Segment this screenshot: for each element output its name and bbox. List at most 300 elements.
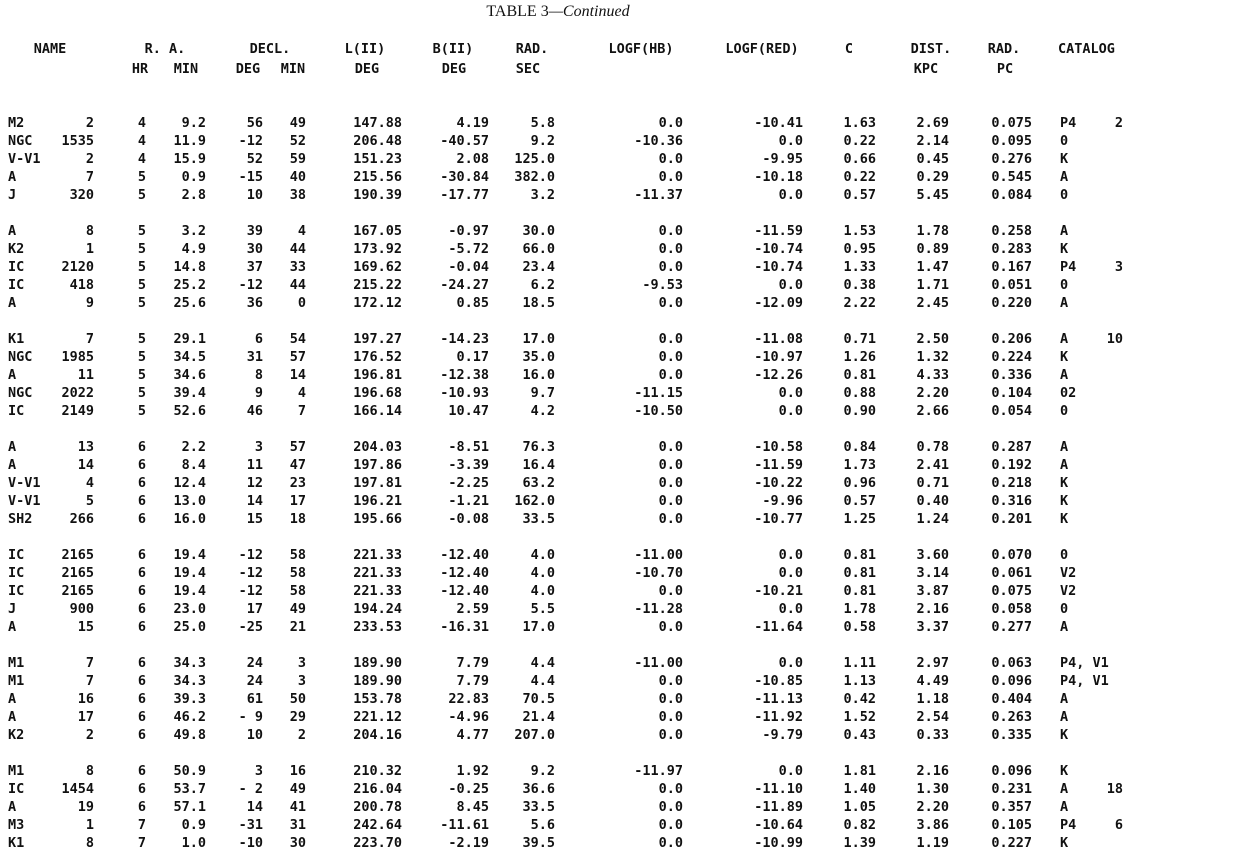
logf-hb: 0.0 xyxy=(658,295,683,311)
decl-min: 21 xyxy=(289,619,306,635)
decl-deg: -12 xyxy=(238,583,263,599)
rad-sec: 382.0 xyxy=(514,169,555,185)
decl-deg: 11 xyxy=(246,457,263,473)
logf-hb: -11.28 xyxy=(634,601,683,617)
logf-hb: -10.70 xyxy=(634,565,683,581)
l-ii: 204.03 xyxy=(353,439,402,455)
catalog: 02 xyxy=(1060,385,1077,401)
c-value: 1.39 xyxy=(843,835,876,851)
header-label: C xyxy=(844,41,854,57)
logf-hb: 0.0 xyxy=(658,367,683,383)
logf-red: 0.0 xyxy=(778,763,803,779)
ra-min: 16.0 xyxy=(173,511,206,527)
rad-sec: 17.0 xyxy=(522,619,555,635)
rad-sec: 33.5 xyxy=(522,511,555,527)
b-ii: -1.21 xyxy=(448,493,489,509)
logf-hb: 0.0 xyxy=(658,241,683,257)
logf-red: 0.0 xyxy=(778,385,803,401)
name-number: 2165 xyxy=(61,565,94,581)
name-prefix: M1 xyxy=(8,763,25,779)
catalog: K xyxy=(1060,763,1069,779)
decl-deg: 31 xyxy=(246,349,263,365)
b-ii: 2.08 xyxy=(456,151,489,167)
c-value: 0.88 xyxy=(843,385,876,401)
b-ii: 7.79 xyxy=(456,673,489,689)
logf-hb: 0.0 xyxy=(658,169,683,185)
ra-min: 0.9 xyxy=(181,817,206,833)
ra-hr: 6 xyxy=(137,493,146,509)
dist-kpc: 2.97 xyxy=(916,655,949,671)
name-number: 1985 xyxy=(61,349,94,365)
catalog: P4, V1 xyxy=(1060,673,1109,689)
c-value: 0.82 xyxy=(843,817,876,833)
dist-kpc: 1.71 xyxy=(916,277,949,293)
name-prefix: IC xyxy=(8,403,25,419)
b-ii: 0.17 xyxy=(456,349,489,365)
dist-kpc: 2.14 xyxy=(916,133,949,149)
dist-kpc: 1.47 xyxy=(916,259,949,275)
decl-deg: 10 xyxy=(246,187,263,203)
catalog: 0 xyxy=(1060,277,1069,293)
b-ii: 10.47 xyxy=(448,403,489,419)
logf-red: -9.96 xyxy=(762,493,803,509)
table-caption-continued: —Continued xyxy=(548,3,630,20)
decl-deg: 14 xyxy=(246,493,263,509)
logf-hb: 0.0 xyxy=(658,673,683,689)
logf-hb: 0.0 xyxy=(658,511,683,527)
decl-deg: 39 xyxy=(246,223,263,239)
rad-sec: 16.0 xyxy=(522,367,555,383)
name-prefix: A xyxy=(8,169,17,185)
logf-red: -10.74 xyxy=(754,241,803,257)
ra-hr: 6 xyxy=(137,799,146,815)
logf-red: 0.0 xyxy=(778,133,803,149)
header-sublabel: SEC xyxy=(515,61,541,77)
decl-min: 58 xyxy=(289,565,306,581)
decl-min: 23 xyxy=(289,475,306,491)
name-prefix: J xyxy=(8,601,17,617)
name-number: 8 xyxy=(85,763,94,779)
ra-hr: 6 xyxy=(137,619,146,635)
b-ii: -0.08 xyxy=(448,511,489,527)
logf-hb: 0.0 xyxy=(658,151,683,167)
ra-min: 19.4 xyxy=(173,583,206,599)
ra-hr: 5 xyxy=(137,241,146,257)
c-value: 1.73 xyxy=(843,457,876,473)
name-prefix: IC xyxy=(8,547,25,563)
name-number: 1 xyxy=(85,241,94,257)
name-prefix: A xyxy=(8,295,17,311)
b-ii: -30.84 xyxy=(440,169,489,185)
catalog: A xyxy=(1060,691,1069,707)
decl-min: 44 xyxy=(289,241,306,257)
ra-min: 9.2 xyxy=(181,115,206,131)
c-value: 0.42 xyxy=(843,691,876,707)
name-prefix: K1 xyxy=(8,835,25,851)
header-label: L(II) xyxy=(344,41,386,57)
b-ii: -14.23 xyxy=(440,331,489,347)
rad-sec: 18.5 xyxy=(522,295,555,311)
b-ii: -0.25 xyxy=(448,781,489,797)
name-number: 2120 xyxy=(61,259,94,275)
l-ii: 242.64 xyxy=(353,817,402,833)
l-ii: 206.48 xyxy=(353,133,402,149)
dist-kpc: 2.69 xyxy=(916,115,949,131)
decl-deg: -25 xyxy=(238,619,263,635)
name-number: 8 xyxy=(85,835,94,851)
rad-pc: 0.287 xyxy=(991,439,1032,455)
b-ii: 1.92 xyxy=(456,763,489,779)
decl-min: 17 xyxy=(289,493,306,509)
rad-sec: 5.5 xyxy=(530,601,555,617)
decl-min: 38 xyxy=(289,187,306,203)
dist-kpc: 3.60 xyxy=(916,547,949,563)
logf-hb: 0.0 xyxy=(658,331,683,347)
header-label: DIST. xyxy=(910,41,952,57)
logf-red: -12.26 xyxy=(754,367,803,383)
name-number: 9 xyxy=(85,295,94,311)
ra-min: 39.3 xyxy=(173,691,206,707)
rad-pc: 0.167 xyxy=(991,259,1032,275)
catalog: V2 xyxy=(1060,583,1077,599)
ra-min: 25.0 xyxy=(173,619,206,635)
l-ii: 151.23 xyxy=(353,151,402,167)
l-ii: 233.53 xyxy=(353,619,402,635)
logf-hb: 0.0 xyxy=(658,475,683,491)
name-prefix: M3 xyxy=(8,817,25,833)
name-number: 418 xyxy=(69,277,94,293)
logf-hb: 0.0 xyxy=(658,349,683,365)
decl-deg: 10 xyxy=(246,727,263,743)
decl-deg: - 2 xyxy=(238,781,263,797)
name-prefix: NGC xyxy=(8,385,33,401)
decl-deg: -12 xyxy=(238,277,263,293)
header-label: DECL. xyxy=(249,41,291,57)
logf-hb: -11.00 xyxy=(634,547,683,563)
rad-pc: 0.051 xyxy=(991,277,1032,293)
ra-min: 12.4 xyxy=(173,475,206,491)
rad-sec: 4.0 xyxy=(530,547,555,563)
dist-kpc: 1.19 xyxy=(916,835,949,851)
decl-min: 30 xyxy=(289,835,306,851)
header-sublabel: DEG xyxy=(354,61,380,77)
dist-kpc: 3.87 xyxy=(916,583,949,599)
catalog: K xyxy=(1060,349,1069,365)
catalog: A xyxy=(1060,439,1069,455)
catalog: K xyxy=(1060,475,1069,491)
decl-min: 3 xyxy=(297,655,306,671)
name-number: 5 xyxy=(85,493,94,509)
decl-deg: 24 xyxy=(246,655,263,671)
l-ii: 172.12 xyxy=(353,295,402,311)
logf-hb: 0.0 xyxy=(658,781,683,797)
ra-hr: 6 xyxy=(137,763,146,779)
decl-min: 58 xyxy=(289,583,306,599)
ra-hr: 5 xyxy=(137,187,146,203)
c-value: 2.22 xyxy=(843,295,876,311)
decl-deg: -12 xyxy=(238,133,263,149)
dist-kpc: 0.45 xyxy=(916,151,949,167)
catalog-number: 18 xyxy=(1106,781,1123,797)
logf-red: 0.0 xyxy=(778,277,803,293)
name-number: 19 xyxy=(77,799,94,815)
l-ii: 189.90 xyxy=(353,655,402,671)
ra-hr: 5 xyxy=(137,295,146,311)
rad-pc: 0.201 xyxy=(991,511,1032,527)
ra-min: 53.7 xyxy=(173,781,206,797)
c-value: 1.26 xyxy=(843,349,876,365)
catalog-number: 10 xyxy=(1106,331,1123,347)
c-value: 1.52 xyxy=(843,709,876,725)
rad-pc: 0.096 xyxy=(991,763,1032,779)
dist-kpc: 1.30 xyxy=(916,781,949,797)
ra-min: 23.0 xyxy=(173,601,206,617)
name-prefix: NGC xyxy=(8,349,33,365)
rad-pc: 0.104 xyxy=(991,385,1032,401)
b-ii: 7.79 xyxy=(456,655,489,671)
name-number: 2165 xyxy=(61,547,94,563)
logf-red: -10.64 xyxy=(754,817,803,833)
rad-pc: 0.105 xyxy=(991,817,1032,833)
name-number: 17 xyxy=(77,709,94,725)
logf-red: -10.85 xyxy=(754,673,803,689)
rad-sec: 21.4 xyxy=(522,709,555,725)
l-ii: 216.04 xyxy=(353,781,402,797)
rad-pc: 0.277 xyxy=(991,619,1032,635)
l-ii: 204.16 xyxy=(353,727,402,743)
logf-red: -9.95 xyxy=(762,151,803,167)
ra-hr: 5 xyxy=(137,403,146,419)
name-prefix: V-V1 xyxy=(8,493,41,509)
dist-kpc: 2.16 xyxy=(916,763,949,779)
logf-hb: -11.37 xyxy=(634,187,683,203)
rad-sec: 162.0 xyxy=(514,493,555,509)
header-sublabel: PC xyxy=(996,61,1014,77)
dist-kpc: 0.40 xyxy=(916,493,949,509)
logf-hb: 0.0 xyxy=(658,583,683,599)
header-label: CATALOG xyxy=(1058,41,1115,57)
header-label: NAME xyxy=(33,41,67,57)
catalog: P4 xyxy=(1060,115,1077,131)
header-label: LOGF(HB) xyxy=(608,41,674,57)
decl-min: 57 xyxy=(289,349,306,365)
rad-pc: 0.283 xyxy=(991,241,1032,257)
rad-pc: 0.263 xyxy=(991,709,1032,725)
ra-min: 34.3 xyxy=(173,655,206,671)
name-prefix: SH2 xyxy=(8,511,33,527)
catalog: K xyxy=(1060,511,1069,527)
name-prefix: K1 xyxy=(8,331,25,347)
name-prefix: IC xyxy=(8,277,25,293)
c-value: 0.57 xyxy=(843,187,876,203)
b-ii: -16.31 xyxy=(440,619,489,635)
rad-pc: 0.231 xyxy=(991,781,1032,797)
rad-sec: 30.0 xyxy=(522,223,555,239)
decl-min: 7 xyxy=(297,403,306,419)
logf-red: -11.89 xyxy=(754,799,803,815)
catalog: A xyxy=(1060,295,1069,311)
catalog-number: 6 xyxy=(1114,817,1123,833)
logf-hb: 0.0 xyxy=(658,493,683,509)
l-ii: 223.70 xyxy=(353,835,402,851)
dist-kpc: 2.41 xyxy=(916,457,949,473)
table-caption xyxy=(0,3,1116,21)
l-ii: 196.68 xyxy=(353,385,402,401)
rad-sec: 4.2 xyxy=(530,403,555,419)
rad-pc: 0.058 xyxy=(991,601,1032,617)
ra-hr: 4 xyxy=(137,151,146,167)
decl-min: 58 xyxy=(289,547,306,563)
rad-pc: 0.545 xyxy=(991,169,1032,185)
c-value: 0.38 xyxy=(843,277,876,293)
name-number: 1535 xyxy=(61,133,94,149)
catalog: A xyxy=(1060,781,1069,797)
rad-pc: 0.063 xyxy=(991,655,1032,671)
logf-hb: -10.36 xyxy=(634,133,683,149)
rad-sec: 23.4 xyxy=(522,259,555,275)
catalog: 0 xyxy=(1060,601,1069,617)
catalog: A xyxy=(1060,223,1069,239)
logf-red: 0.0 xyxy=(778,403,803,419)
b-ii: -8.51 xyxy=(448,439,489,455)
logf-red: -11.13 xyxy=(754,691,803,707)
logf-hb: -10.50 xyxy=(634,403,683,419)
l-ii: 190.39 xyxy=(353,187,402,203)
ra-min: 25.2 xyxy=(173,277,206,293)
name-prefix: V-V1 xyxy=(8,151,41,167)
decl-min: 57 xyxy=(289,439,306,455)
name-prefix: IC xyxy=(8,259,25,275)
decl-deg: 3 xyxy=(254,439,263,455)
dist-kpc: 1.32 xyxy=(916,349,949,365)
b-ii: 4.19 xyxy=(456,115,489,131)
rad-sec: 17.0 xyxy=(522,331,555,347)
ra-min: 57.1 xyxy=(173,799,206,815)
l-ii: 167.05 xyxy=(353,223,402,239)
c-value: 0.90 xyxy=(843,403,876,419)
name-prefix: A xyxy=(8,367,17,383)
ra-hr: 7 xyxy=(137,835,146,851)
decl-deg: 15 xyxy=(246,511,263,527)
b-ii: -3.39 xyxy=(448,457,489,473)
l-ii: 197.81 xyxy=(353,475,402,491)
decl-min: 4 xyxy=(297,223,306,239)
header-sublabel: DEG xyxy=(235,61,261,77)
ra-hr: 5 xyxy=(137,331,146,347)
ra-hr: 6 xyxy=(137,439,146,455)
logf-red: 0.0 xyxy=(778,547,803,563)
name-prefix: IC xyxy=(8,781,25,797)
logf-hb: 0.0 xyxy=(658,223,683,239)
l-ii: 221.12 xyxy=(353,709,402,725)
c-value: 1.78 xyxy=(843,601,876,617)
ra-hr: 6 xyxy=(137,457,146,473)
ra-hr: 6 xyxy=(137,475,146,491)
decl-deg: 8 xyxy=(254,367,263,383)
logf-hb: 0.0 xyxy=(658,259,683,275)
header-label: RAD. xyxy=(987,41,1021,57)
c-value: 1.11 xyxy=(843,655,876,671)
c-value: 0.71 xyxy=(843,331,876,347)
catalog: A xyxy=(1060,367,1069,383)
c-value: 0.58 xyxy=(843,619,876,635)
rad-pc: 0.258 xyxy=(991,223,1032,239)
logf-hb: -11.97 xyxy=(634,763,683,779)
ra-hr: 6 xyxy=(137,601,146,617)
rad-pc: 0.276 xyxy=(991,151,1032,167)
name-number: 2 xyxy=(85,727,94,743)
name-number: 2 xyxy=(85,151,94,167)
ra-min: 34.3 xyxy=(173,673,206,689)
rad-pc: 0.206 xyxy=(991,331,1032,347)
dist-kpc: 1.18 xyxy=(916,691,949,707)
c-value: 1.05 xyxy=(843,799,876,815)
c-value: 0.43 xyxy=(843,727,876,743)
rad-sec: 63.2 xyxy=(522,475,555,491)
name-number: 14 xyxy=(77,457,94,473)
decl-deg: 12 xyxy=(246,475,263,491)
c-value: 0.95 xyxy=(843,241,876,257)
rad-pc: 0.070 xyxy=(991,547,1032,563)
ra-hr: 6 xyxy=(137,511,146,527)
dist-kpc: 4.33 xyxy=(916,367,949,383)
dist-kpc: 1.78 xyxy=(916,223,949,239)
catalog: 0 xyxy=(1060,547,1069,563)
b-ii: -4.96 xyxy=(448,709,489,725)
catalog: K xyxy=(1060,835,1069,851)
decl-deg: 14 xyxy=(246,799,263,815)
c-value: 0.81 xyxy=(843,367,876,383)
logf-red: -10.22 xyxy=(754,475,803,491)
ra-min: 19.4 xyxy=(173,547,206,563)
c-value: 1.40 xyxy=(843,781,876,797)
decl-deg: 46 xyxy=(246,403,263,419)
header-label: LOGF(RED) xyxy=(725,41,799,57)
header-sublabel: DEG xyxy=(441,61,467,77)
header-sublabel: MIN xyxy=(280,61,306,77)
ra-hr: 6 xyxy=(137,655,146,671)
decl-min: 3 xyxy=(297,673,306,689)
ra-hr: 6 xyxy=(137,673,146,689)
decl-min: 18 xyxy=(289,511,306,527)
b-ii: 2.59 xyxy=(456,601,489,617)
catalog: 0 xyxy=(1060,403,1069,419)
rad-pc: 0.075 xyxy=(991,583,1032,599)
rad-pc: 0.054 xyxy=(991,403,1032,419)
l-ii: 221.33 xyxy=(353,565,402,581)
rad-sec: 6.2 xyxy=(530,277,555,293)
ra-min: 15.9 xyxy=(173,151,206,167)
l-ii: 153.78 xyxy=(353,691,402,707)
name-prefix: A xyxy=(8,439,17,455)
name-number: 7 xyxy=(85,169,94,185)
name-number: 900 xyxy=(69,601,94,617)
name-number: 11 xyxy=(77,367,94,383)
ra-min: 2.8 xyxy=(181,187,206,203)
logf-red: -11.92 xyxy=(754,709,803,725)
ra-hr: 5 xyxy=(137,385,146,401)
logf-red: -11.59 xyxy=(754,457,803,473)
catalog: A xyxy=(1060,799,1069,815)
catalog: 0 xyxy=(1060,133,1069,149)
decl-min: 54 xyxy=(289,331,306,347)
decl-deg: 36 xyxy=(246,295,263,311)
rad-sec: 76.3 xyxy=(522,439,555,455)
dist-kpc: 2.54 xyxy=(916,709,949,725)
decl-deg: -15 xyxy=(238,169,263,185)
c-value: 0.81 xyxy=(843,565,876,581)
b-ii: 0.85 xyxy=(456,295,489,311)
